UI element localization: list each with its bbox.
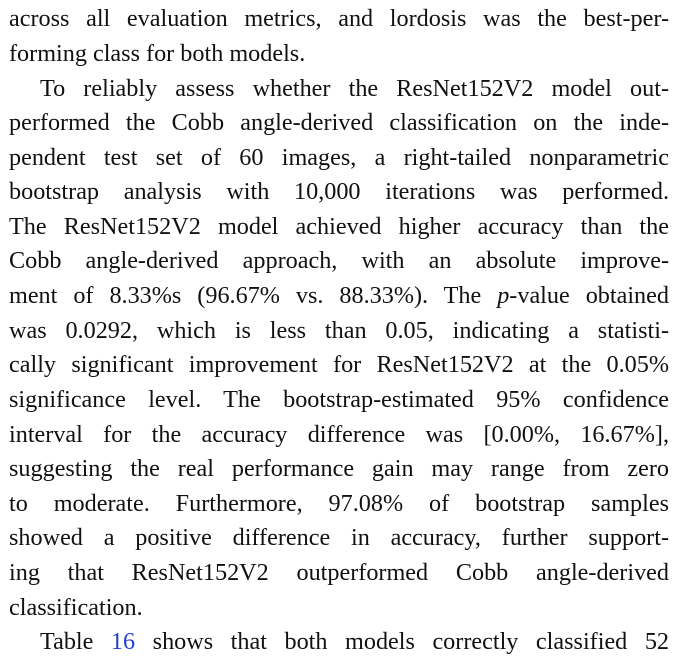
text-line: ing that ResNet152V2 outperformed Cobb angle-derived <box>9 559 669 586</box>
text-line: Cobb angle-derived approach, with an absolute improve- <box>9 247 669 274</box>
text-run: shows that both models correctly classified 52 <box>135 628 670 655</box>
text-line: classification. <box>9 594 143 621</box>
text-run: Table <box>40 628 111 655</box>
text-line: suggesting the real performance gain may range from zero <box>9 455 669 482</box>
text-run: -value obtained <box>509 282 669 309</box>
text-run: ment of 8.33%s (96.67% vs. 88.33%). The <box>9 282 498 309</box>
text-line: showed a positive difference in accuracy, further support- <box>9 524 669 551</box>
text-line: The ResNet152V2 model achieved higher accuracy than the <box>9 213 669 240</box>
text-line: forming class for both models. <box>9 40 306 67</box>
text-line: To reliably assess whether the ResNet152V2 model out- <box>40 75 669 102</box>
text-line: cally significant improvement for ResNet152V2 at the 0.05% <box>9 351 669 378</box>
text-line: to moderate. Furthermore, 97.08% of bootstrap samples <box>9 490 669 517</box>
text-line: performed the Cobb angle-derived classification on the inde- <box>9 109 669 136</box>
text-line: across all evaluation metrics, and lordosis was the best-per- <box>9 5 669 32</box>
table-reference-link[interactable]: 16 <box>110 628 136 655</box>
text-line <box>9 279 669 313</box>
text-line: interval for the accuracy difference was [0.00%, 16.67%], <box>9 421 669 448</box>
text-line: significance level. The bootstrap-estimated 95% confidence <box>9 386 669 413</box>
p-value-symbol: p <box>497 282 510 309</box>
text-line: was 0.0292, which is less than 0.05, indicating a statisti- <box>9 317 669 344</box>
text-line <box>40 625 669 659</box>
text-line: bootstrap analysis with 10,000 iterations was performed. <box>9 178 669 205</box>
text-line: pendent test set of 60 images, a right-tailed nonparametric <box>9 144 669 171</box>
